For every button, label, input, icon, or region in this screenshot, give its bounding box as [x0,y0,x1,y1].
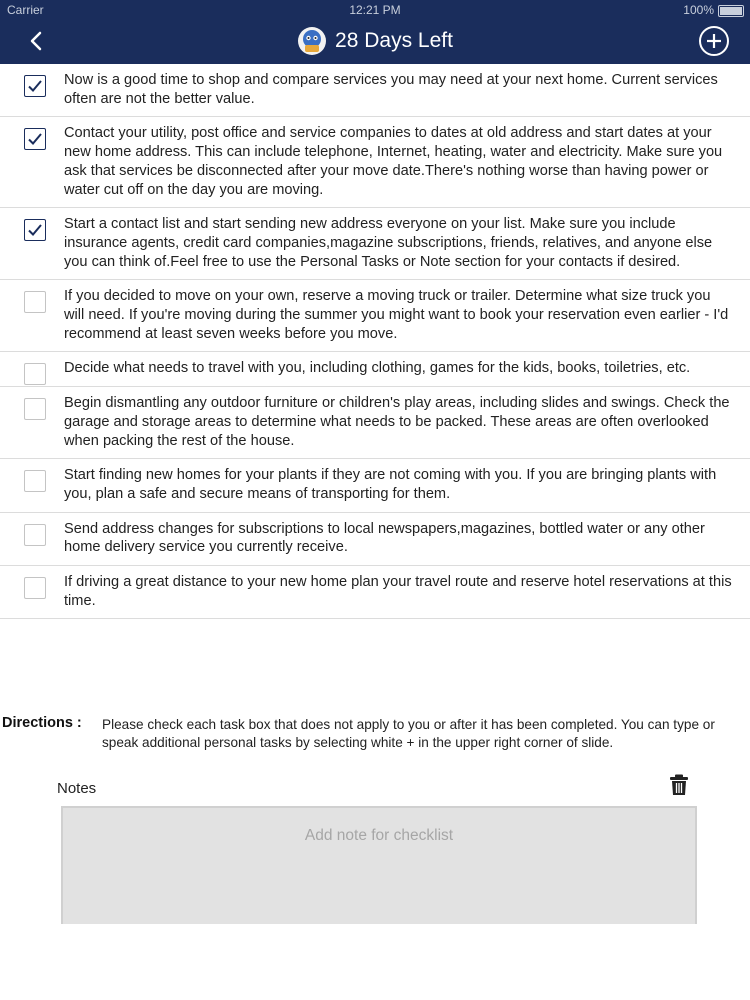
plus-circle-icon [698,25,730,57]
task-checkbox[interactable] [24,470,46,492]
task-text: If driving a great distance to your new home plan your travel route and reserve hotel reservations at this time. [64,574,732,609]
task-checkbox[interactable] [24,75,46,97]
task-checkbox[interactable] [24,219,46,241]
checkmark-icon [26,130,44,148]
battery-icon [718,5,744,17]
note-placeholder: Add note for checklist [304,827,454,844]
directions-text: Please check each task box that does not apply to you or after it has been completed. You can type or speak additional personal tasks by selecting white + in the upper right corner of slide. [102,717,715,750]
task-item [0,208,750,280]
checkmark-icon [26,77,44,95]
directions-label: Directions : [2,715,82,731]
task-item [0,459,750,512]
task-text: Contact your utility, post office and service companies to dates at old address and start dates at your new home address. This can include telephone, Internet, heating, water and electricity. Make sure you ask that services be disconnected after your move date.There's nothing worse than having power or water cut off on the day you are moving. [64,125,723,198]
task-item [0,64,750,117]
task-checkbox[interactable] [24,577,46,599]
task-text: Send address changes for subscriptions to local newspapers,magazines, bottled water or any other home delivery service you currently receive. [64,520,705,556]
task-item [0,117,750,208]
task-checkbox[interactable] [24,128,46,150]
task-item [0,352,750,387]
task-text: Now is a good time to shop and compare services you may need at your next home. Current services often are not the better value. [64,72,718,107]
task-list [0,64,750,619]
trash-icon [669,774,689,796]
add-task-button[interactable] [698,25,730,57]
note-textarea[interactable] [61,806,697,924]
task-checkbox[interactable] [24,291,46,313]
notes-label: Notes [57,780,97,797]
clock: 12:21 PM [349,3,401,17]
task-text: Start a contact list and start sending new address everyone on your list. Make sure you include insurance agents, credit card companies,magazine subscriptions, friends, relatives, and anyone else you can think of.Feel free to use the Personal Tasks or Note section for your contacts if desired. [64,216,713,270]
task-item [0,513,750,566]
task-text: Start finding new homes for your plants if they are not coming with you. If you are bringing plants with you, plan a safe and secure means of transporting for them. [64,467,717,502]
page-title: 28 Days Left [335,29,453,52]
task-text: Decide what needs to travel with you, including clothing, games for the kids, books, toiletries, etc. [64,360,691,377]
delete-note-button[interactable] [669,774,689,796]
mascot-logo-icon [297,26,327,56]
carrier-label: Carrier [7,3,44,17]
task-checkbox[interactable] [24,524,46,546]
task-item [0,280,750,352]
task-text: If you decided to move on your own, reserve a moving truck or trailer. Determine what size truck you will need. If you're moving during the summer you might want to book your reservation even earlier - I'd recommend at least seven weeks before you move. [64,288,729,342]
task-item [0,387,750,459]
checkmark-icon [26,221,44,239]
task-text: Begin dismantling any outdoor furniture or children's play areas, including slides and swings. Check the garage and storage areas to determine what needs to be packed. These areas are often overlooked when packing the rest of the house. [64,395,730,449]
status-bar [0,0,750,20]
navigation-bar [0,20,750,64]
task-checkbox[interactable] [24,398,46,420]
task-item [0,566,750,619]
battery-percent: 100% [683,3,714,17]
task-checkbox[interactable] [24,363,46,385]
